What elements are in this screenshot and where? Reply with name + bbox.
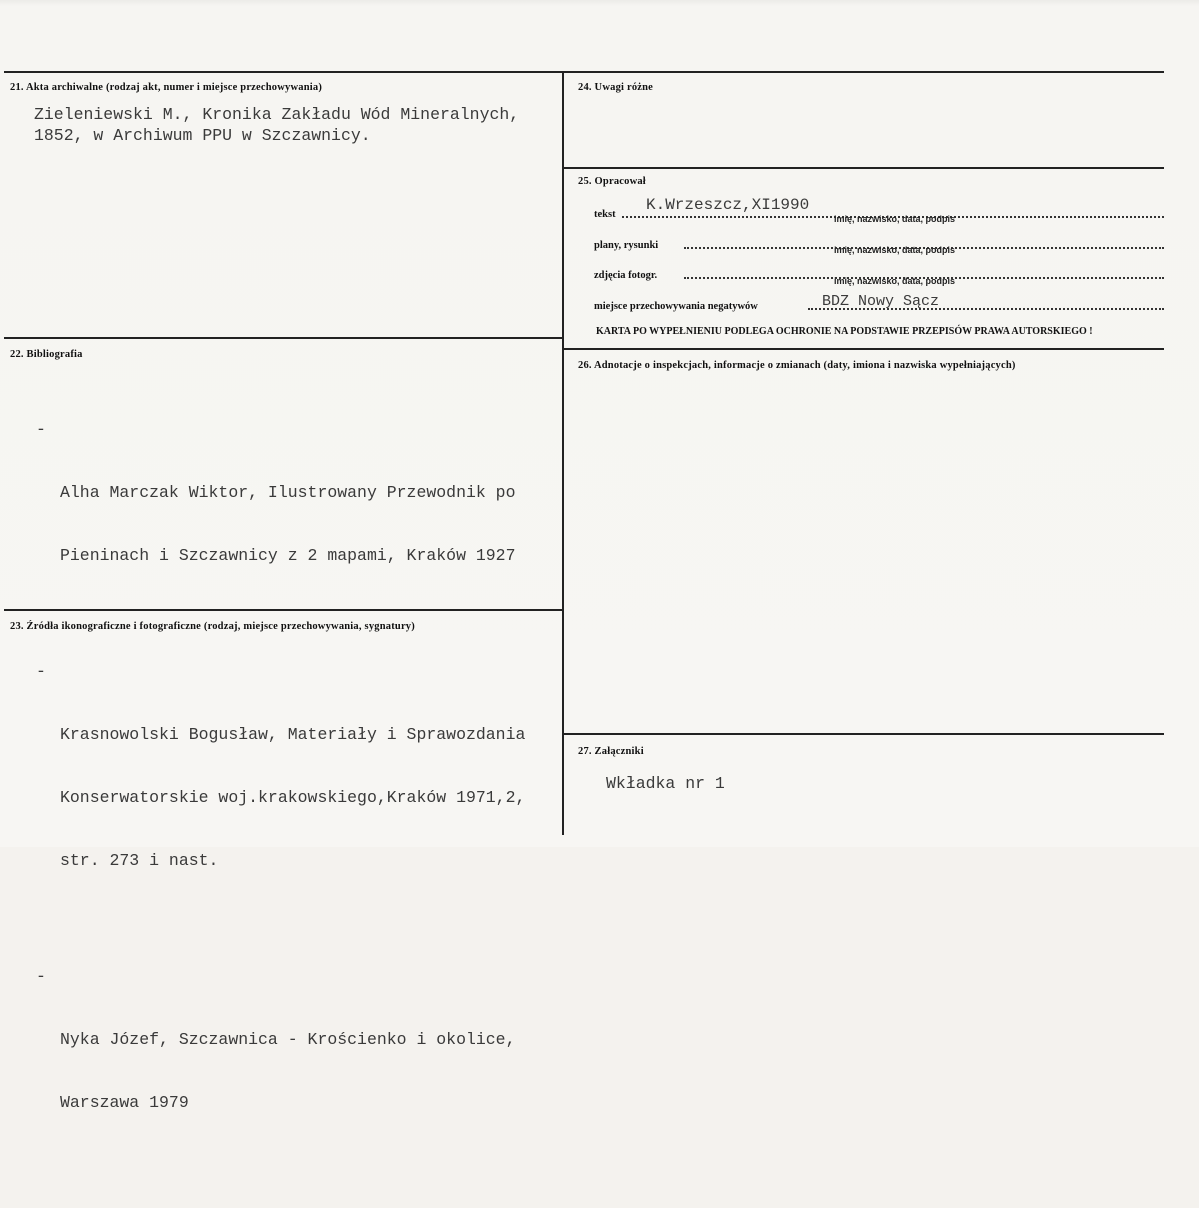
- list-dash: -: [36, 967, 46, 986]
- list-dash: -: [36, 420, 46, 439]
- list-item-line: Konserwatorskie woj.krakowskiego,Kraków 1971,2,: [60, 788, 526, 807]
- center-divider: [562, 71, 564, 835]
- section-24-label: 24. Uwagi różne: [578, 82, 654, 93]
- section-22-label: 22. Bibliografia: [10, 349, 83, 360]
- field-zdjecia-label: zdjęcia fotogr.: [594, 270, 658, 281]
- list-item: [36, 661, 525, 913]
- list-dash: -: [36, 662, 46, 681]
- field-tekst-value: K.Wrzeszcz,XI1990: [646, 196, 810, 214]
- section-21-label: 21. Akta archiwalne (rodzaj akt, numer i miejsce przechowywania): [10, 82, 323, 93]
- section-21-line-2: 1852, w Archiwum PPU w Szczawnicy.: [34, 126, 371, 145]
- list-item: [36, 966, 525, 1155]
- list-item: [36, 419, 525, 608]
- section-26-label: 26. Adnotacje o inspekcjach, informacje o zmianach (daty, imiona i nazwiska wypełniających): [578, 360, 1016, 371]
- section-21-line-1: Zieleniewski M., Kronika Zakładu Wód Mineralnych,: [34, 105, 520, 124]
- field-plany-hint: imię, nazwisko, data, podpis: [834, 245, 956, 255]
- list-item-line: str. 273 i nast.: [60, 851, 219, 870]
- section-23-label: 23. Źródła ikonograficzne i fotograficzne (rodzaj, miejsce przechowywania, sygnatury): [10, 621, 415, 632]
- field-tekst-label: tekst: [594, 209, 616, 220]
- section-25-label: 25. Opracował: [578, 176, 646, 187]
- section-27-label: 27. Załączniki: [578, 746, 644, 757]
- rule-25-26: [562, 348, 1164, 350]
- top-rule: [4, 71, 1164, 73]
- field-plany-label: plany, rysunki: [594, 240, 659, 251]
- rule-24-25: [562, 167, 1164, 169]
- list-item-line: Warszawa 1979: [60, 1093, 189, 1112]
- rule-26-27: [562, 733, 1164, 735]
- field-negatywy-value: BDZ Nowy Sącz: [822, 293, 940, 310]
- list-item-line: Pieninach i Szczawnicy z 2 mapami, Kraków 1927: [60, 546, 516, 565]
- list-item-line: Alha Marczak Wiktor, Ilustrowany Przewodnik po: [60, 483, 516, 502]
- field-zdjecia-hint: imię, nazwisko, data, podpis: [834, 276, 956, 286]
- list-item-line: Krasnowolski Bogusław, Materiały i Sprawozdania: [60, 725, 526, 744]
- field-tekst-hint: imię, nazwisko, data, podpis: [834, 214, 956, 224]
- section-27-value: Wkładka nr 1: [606, 774, 725, 793]
- bibliography-list: [36, 377, 525, 1208]
- rule-21-22: [4, 337, 562, 339]
- copyright-warning: KARTA PO WYPEŁNIENIU PODLEGA OCHRONIE NA PODSTAWIE PRZEPISÓW PRAWA AUTORSKIEGO !: [596, 326, 1093, 337]
- list-item-line: Nyka Józef, Szczawnica - Krościenko i okolice,: [60, 1030, 516, 1049]
- field-negatywy-label: miejsce przechowywania negatywów: [594, 301, 758, 312]
